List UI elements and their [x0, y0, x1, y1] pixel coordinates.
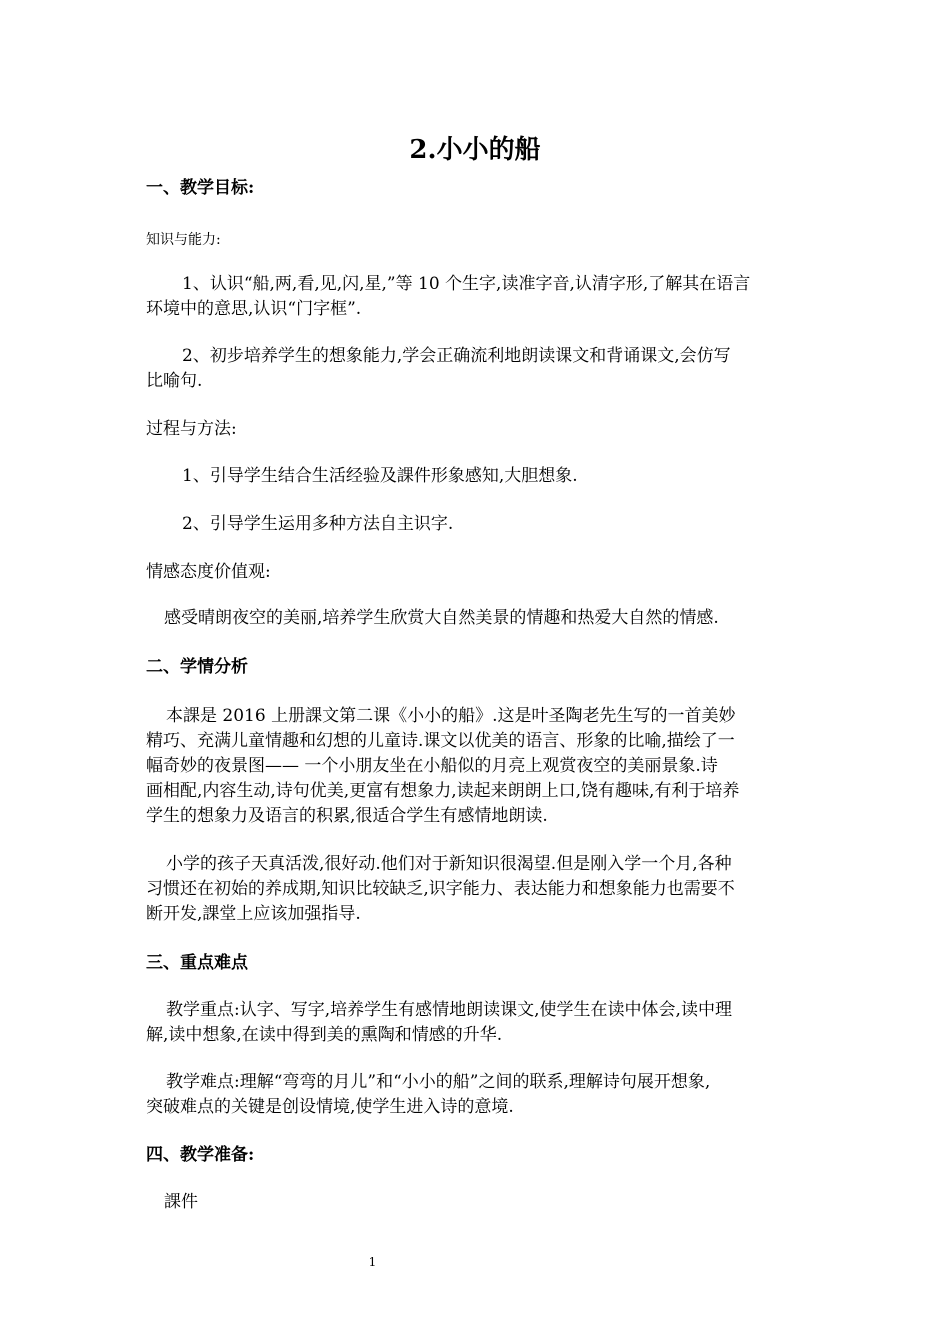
paragraph-line: 解,读中想象,在读中得到美的熏陶和情感的升华.	[146, 1025, 503, 1045]
knowledge-ability-label: 知识与能力:	[146, 232, 221, 248]
paragraph-line: 教学难点:理解“弯弯的月儿”和“小小的船”之间的联系,理解诗句展开想象,	[166, 1072, 711, 1092]
teaching-difficulty	[146, 1070, 810, 1120]
section-heading-analysis: 二、学情分析	[146, 657, 248, 677]
paragraph-line: 1、认识“船,两,看,见,闪,星,”等 10 个生字,读准字音,认清字形,了解其在语言	[182, 274, 751, 294]
document-title: 2.小小的船	[409, 135, 541, 165]
paragraph-line: 比喻句.	[146, 371, 203, 391]
paragraph-line: 突破难点的关键是创设情境,使学生进入诗的意境.	[146, 1097, 514, 1117]
section-heading-preparation: 四、教学准备:	[146, 1145, 255, 1165]
analysis-paragraph-2	[146, 852, 810, 927]
paragraph-line: 精巧、充满儿童情趣和幻想的儿童诗.课文以优美的语言、形象的比喻,描绘了一	[146, 731, 735, 751]
knowledge-item-2	[146, 344, 810, 394]
paragraph-line: 教学重点:认字、写字,培养学生有感情地朗读课文,使学生在读中体会,读中理	[166, 1000, 732, 1020]
teaching-focus	[146, 998, 810, 1048]
paragraph-line: 习惯还在初始的养成期,知识比较缺乏,识字能力、表达能力和想象能力也需要不	[146, 879, 735, 899]
section-heading-key-points: 三、重点难点	[146, 953, 248, 973]
preparation-item: 課件	[164, 1192, 198, 1212]
paragraph-line: 断开发,課堂上应该加强指导.	[146, 904, 361, 924]
process-item-2: 2、引导学生运用多种方法自主识字.	[182, 514, 454, 534]
paragraph-line: 学生的想象力及语言的积累,很适合学生有感情地朗读.	[146, 806, 548, 826]
paragraph-line: 小学的孩子天真活泼,很好动.他们对于新知识很渴望.但是刚入学一个月,各种	[166, 854, 732, 874]
paragraph-line: 画相配,内容生动,诗句优美,更富有想象力,读起来朗朗上口,饶有趣味,有利于培养	[146, 781, 740, 801]
paragraph-line: 本課是 2016 上册課文第二课《小小的船》.这是叶圣陶老先生写的一首美妙	[166, 706, 736, 726]
paragraph-line: 2、初步培养学生的想象能力,学会正确流利地朗读课文和背诵课文,会仿写	[182, 346, 731, 366]
process-item-1: 1、引导学生结合生活经验及課件形象感知,大胆想象.	[182, 466, 578, 486]
process-method-label: 过程与方法:	[146, 419, 237, 439]
emotion-values-label: 情感态度价值观:	[146, 562, 271, 582]
analysis-paragraph-1	[146, 704, 810, 829]
paragraph-line: 环境中的意思,认识“门字框”.	[146, 299, 362, 319]
knowledge-item-1	[146, 272, 810, 322]
section-heading-objectives: 一、教学目标:	[146, 178, 255, 198]
emotion-item-1: 感受晴朗夜空的美丽,培养学生欣赏大自然美景的情趣和热爱大自然的情感.	[164, 608, 719, 628]
paragraph-line: 幅奇妙的夜景图—— 一个小朋友坐在小船似的月亮上观赏夜空的美丽景象.诗	[146, 756, 718, 776]
page-number: 1	[368, 1255, 377, 1269]
